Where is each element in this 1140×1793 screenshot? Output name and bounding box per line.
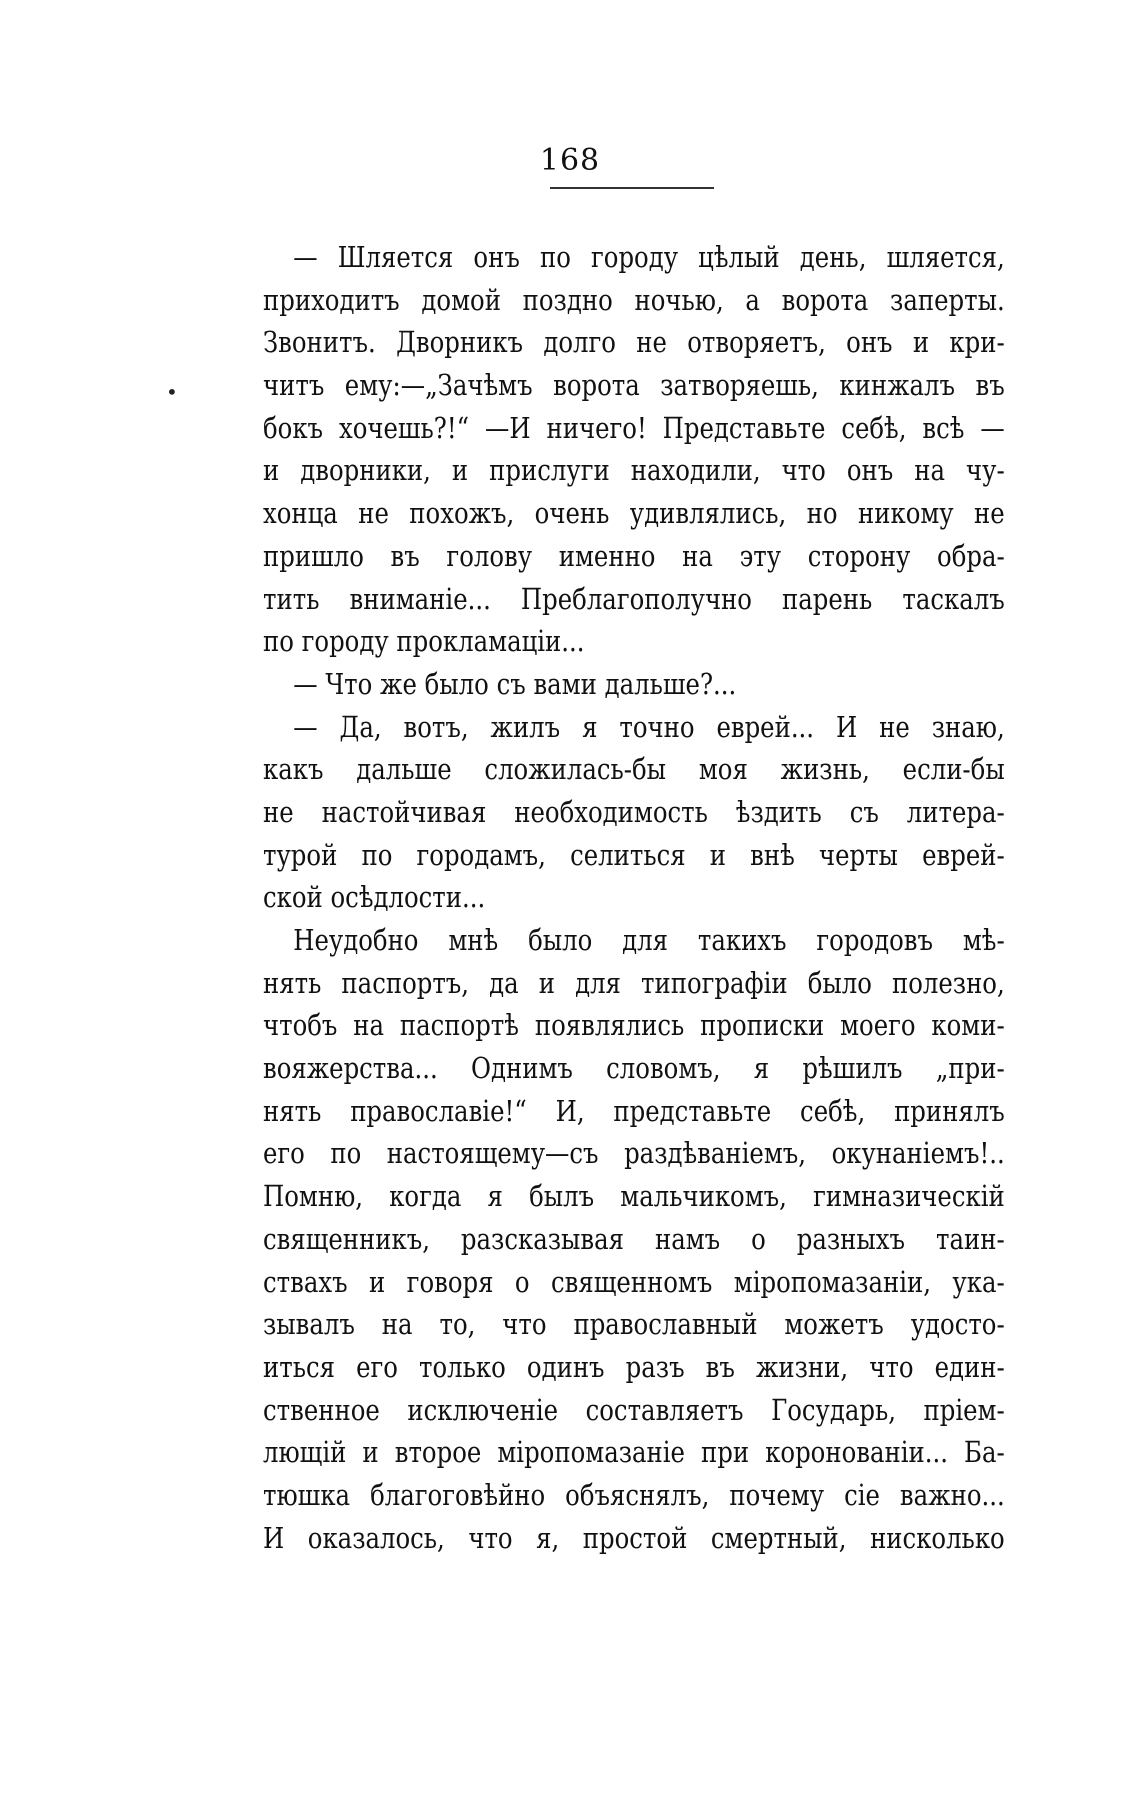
- text-line: лющій и второе міропомазаніе при коронованіи... Ба-: [263, 1435, 1005, 1470]
- text-line: приходитъ домой поздно ночью, а ворота заперты.: [263, 282, 1005, 317]
- text-line: какъ дальше сложилась-бы моя жизнь, если-бы: [263, 752, 1005, 787]
- text-line: тить вниманіе... Преблагополучно парень таскалъ: [263, 581, 1005, 616]
- text-line: и дворники, и прислуги находили, что онъ на чу-: [263, 453, 1005, 488]
- text-line: зывалъ на то, что православный можетъ удосто-: [263, 1307, 1005, 1342]
- text-line: Помню, когда я былъ мальчикомъ, гимназическій: [263, 1179, 1005, 1214]
- text-line: — Да, вотъ, жилъ я точно еврей... И не знаю,: [293, 709, 1005, 744]
- text-line: турой по городамъ, селиться и внѣ черты еврей-: [263, 837, 1005, 872]
- text-line: ственное исключеніе составляетъ Государь, пріем-: [263, 1392, 1005, 1427]
- text-line: хонца не похожъ, очень удивлялись, но никому не: [263, 496, 1005, 531]
- body-text: [263, 236, 1005, 1559]
- text-line: Неудобно мнѣ было для такихъ городовъ мѣ-: [293, 923, 1005, 957]
- text-line: его по настоящему—съ раздѣваніемъ, окунаніемъ!..: [263, 1136, 1005, 1171]
- text-line: читъ ему:—„Зачѣмъ ворота затворяешь, кинжалъ въ: [263, 368, 1005, 403]
- text-line: по городу прокламаціи...: [263, 624, 585, 659]
- text-line: не настойчивая необходимость ѣздить съ литера-: [263, 794, 1005, 829]
- text-line: тюшка благоговѣйно объяснялъ, почему сіе важно...: [263, 1477, 1005, 1512]
- text-line: бокъ хочешь?!“ —И ничего! Представьте себѣ, всѣ —: [263, 410, 1005, 445]
- text-line: пришло въ голову именно на эту сторону обра-: [263, 538, 1005, 573]
- text-line: нять православіе!“ И, представьте себѣ, принялъ: [263, 1093, 1005, 1128]
- text-line: вояжерства... Однимъ словомъ, я рѣшилъ „при-: [263, 1051, 1005, 1086]
- text-line: ствахъ и говоря о священномъ міропомазаніи, ука-: [263, 1264, 1005, 1299]
- text-line: Звонитъ. Дворникъ долго не отворяетъ, онъ и кри-: [263, 325, 1005, 360]
- text-line: нять паспортъ, да и для типографіи было полезно,: [263, 965, 1005, 1000]
- margin-mark: •: [166, 380, 178, 404]
- text-line: — Шляется онъ по городу цѣлый день, шляется,: [293, 240, 1005, 274]
- text-line: чтобъ на паспортѣ появлялись прописки моего коми-: [263, 1008, 1005, 1043]
- text-line: ской осѣдлости...: [263, 880, 486, 915]
- page-number: 168: [539, 143, 601, 178]
- text-line: иться его только одинъ разъ въ жизни, что един-: [263, 1349, 1005, 1384]
- text-line: — Что же было съ вами дальше?...: [293, 666, 737, 701]
- text-line: священникъ, разсказывая намъ о разныхъ таин-: [263, 1221, 1005, 1256]
- text-line: И оказалось, что я, простой смертный, нисколько: [263, 1520, 1005, 1555]
- header-rule: [550, 187, 714, 189]
